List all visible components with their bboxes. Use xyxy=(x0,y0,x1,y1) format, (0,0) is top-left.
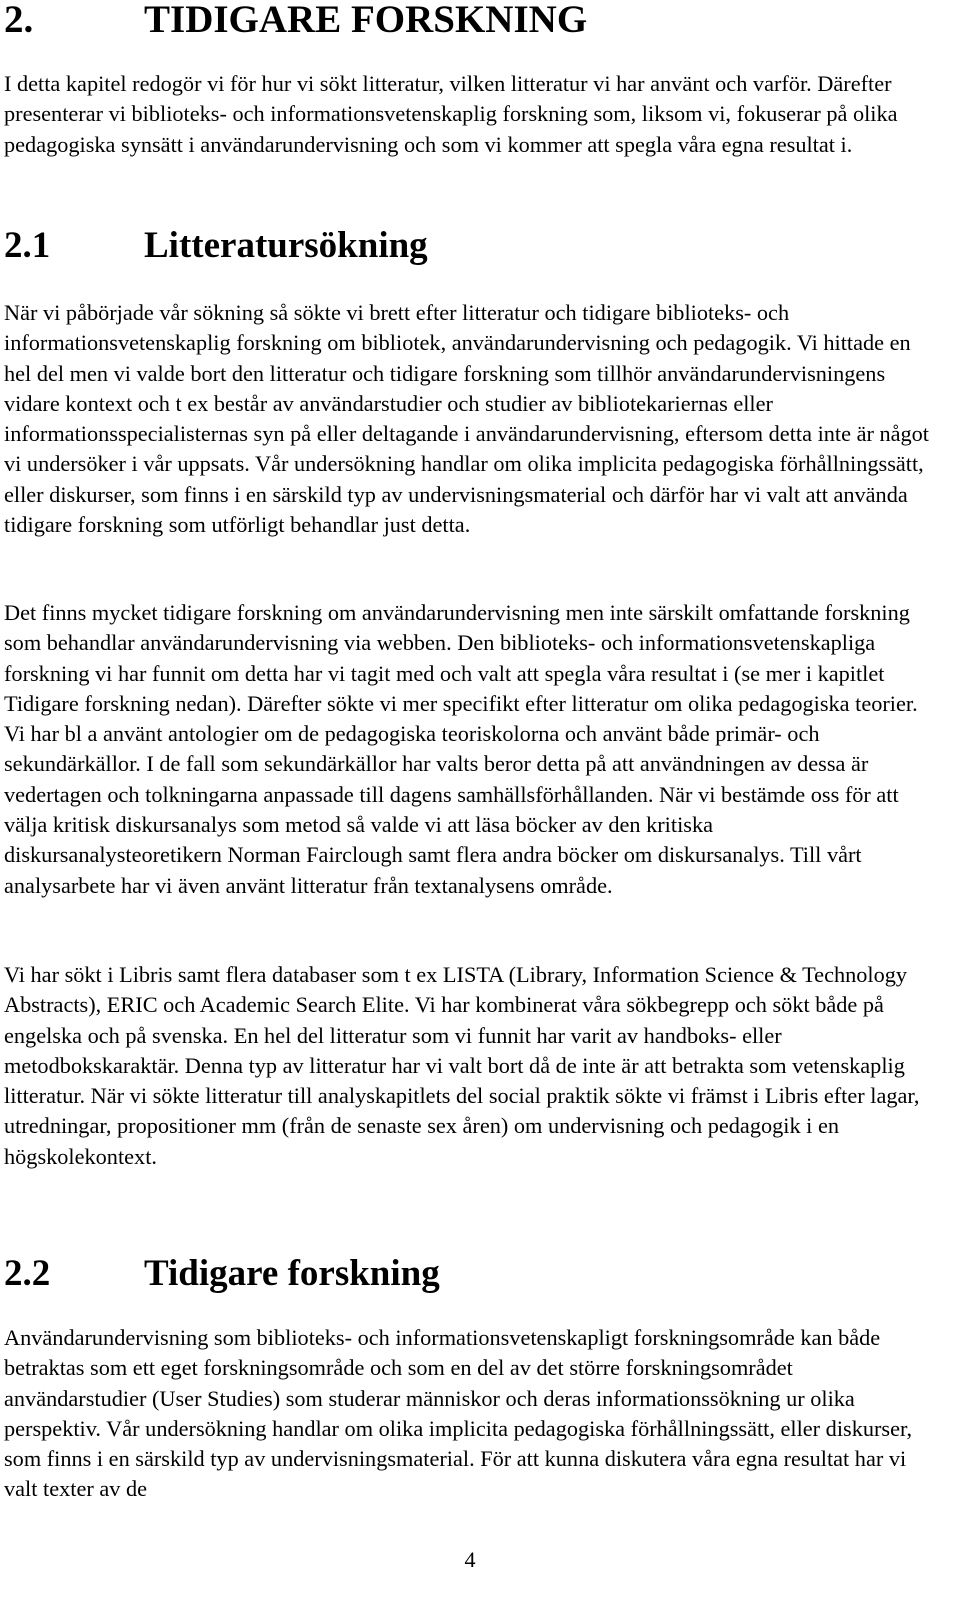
chapter-number: 2. xyxy=(4,0,34,41)
section-2-1-paragraph-2: Det finns mycket tidigare forskning om användarundervisning men inte särskilt omfattande forskning som behandlar användarundervisning via webben. Den biblioteks- och informationsvetenskapliga forskning vi har funnit om detta har vi tagit med och valt att spegla våra resultat i (se mer i kapitlet Tidigare forskning nedan). Därefter sökte vi mer specifikt efter litteratur om olika pedagogiska teorier. Vi har bl a använt antologier om de pedagogiska teoriskolorna och använt både primär- och sekundärkällor. I de fall som sekundärkällor har valts beror detta på att användningen av dessa är vedertagen och tolkningarna anpassade till dagens samhällsförhållanden. När vi bestämde oss för att välja kritisk diskursanalys som metod så valde vi att läsa böcker av den kritiska diskursanalysteoretikern Norman Fairclough samt flera andra böcker om diskursanalys. Till vårt analysarbete har vi även använt litteratur från textanalysens område. xyxy=(4,600,918,898)
chapter-intro-paragraph: I detta kapitel redogör vi för hur vi sökt litteratur, vilken litteratur vi har använt och varför. Därefter presenterar vi biblioteks- och informationsvetenskaplig forskning som, liksom vi, fokuserar på olika pedagogiska synsätt i användarundervisning och som vi kommer att spegla våra egna resultat i. xyxy=(4,71,898,157)
section-2-1-paragraph-3: Vi har sökt i Libris samt flera databaser som t ex LISTA (Library, Information Science & Technology Abstracts), ERIC och Academic Search Elite. Vi har kombinerat våra sökbegrepp och sökt både på engelska och på svenska. En hel del litteratur som vi funnit har varit av handboks- eller metodbokskaraktär. Denna typ av litteratur har vi valt bort då de inte är att betrakta som vetenskaplig litteratur. När vi sökte litteratur till analyskapitlets del social praktik sökte vi främst i Libris efter lagar, utredningar, propositioner mm (från de senaste sex åren) om undervisning och pedagogik i en högskolekontext. xyxy=(4,962,920,1169)
section-2-2-heading xyxy=(4,1255,440,1292)
section-2-1-title: Litteratursökning xyxy=(144,225,428,266)
chapter-title: TIDIGARE FORSKNING xyxy=(144,0,588,41)
section-2-1-number: 2.1 xyxy=(4,225,51,266)
section-2-1-paragraph-1: När vi påbörjade vår sökning så sökte vi brett efter litteratur och tidigare biblioteks- och informationsvetenskaplig forskning om bibliotek, användarundervisning och pedagogik. Vi hittade en hel del men vi valde bort den litteratur och tidigare forskning som tillhör användarundervisningens vidare kontext och t ex består av användarstudier och studier av bibliotekariernas eller informationsspecialisternas syn på eller deltagande i användarundervisning, eftersom detta inte är något vi undersöker i vår uppsats. Vår undersökning handlar om olika implicita pedagogiska förhållningssätt, eller diskurser, som finns i en särskild typ av undervisningsmaterial och därför har vi valt att använda tidigare forskning som utförligt behandlar just detta. xyxy=(4,300,930,538)
chapter-heading xyxy=(4,0,587,39)
section-2-2-paragraph: Användarundervisning som biblioteks- och informationsvetenskapligt forskningsområde kan både betraktas som ett eget forskningsområde och som en del av det större forskningsområdet användarstudier (User Studies) som studerar människor och deras informationssökning ur olika perspektiv. Vår undersökning handlar om olika implicita pedagogiska förhållningssätt, eller diskurser, som finns i en särskild typ av undervisningsmaterial. För att kunna diskutera våra egna resultat har vi valt texter av de xyxy=(4,1325,913,1502)
section-2-2-number: 2.2 xyxy=(4,1253,51,1294)
section-2-2-title: Tidigare forskning xyxy=(144,1253,440,1294)
section-2-1-heading xyxy=(4,227,428,264)
page-number: 4 xyxy=(464,1547,476,1572)
